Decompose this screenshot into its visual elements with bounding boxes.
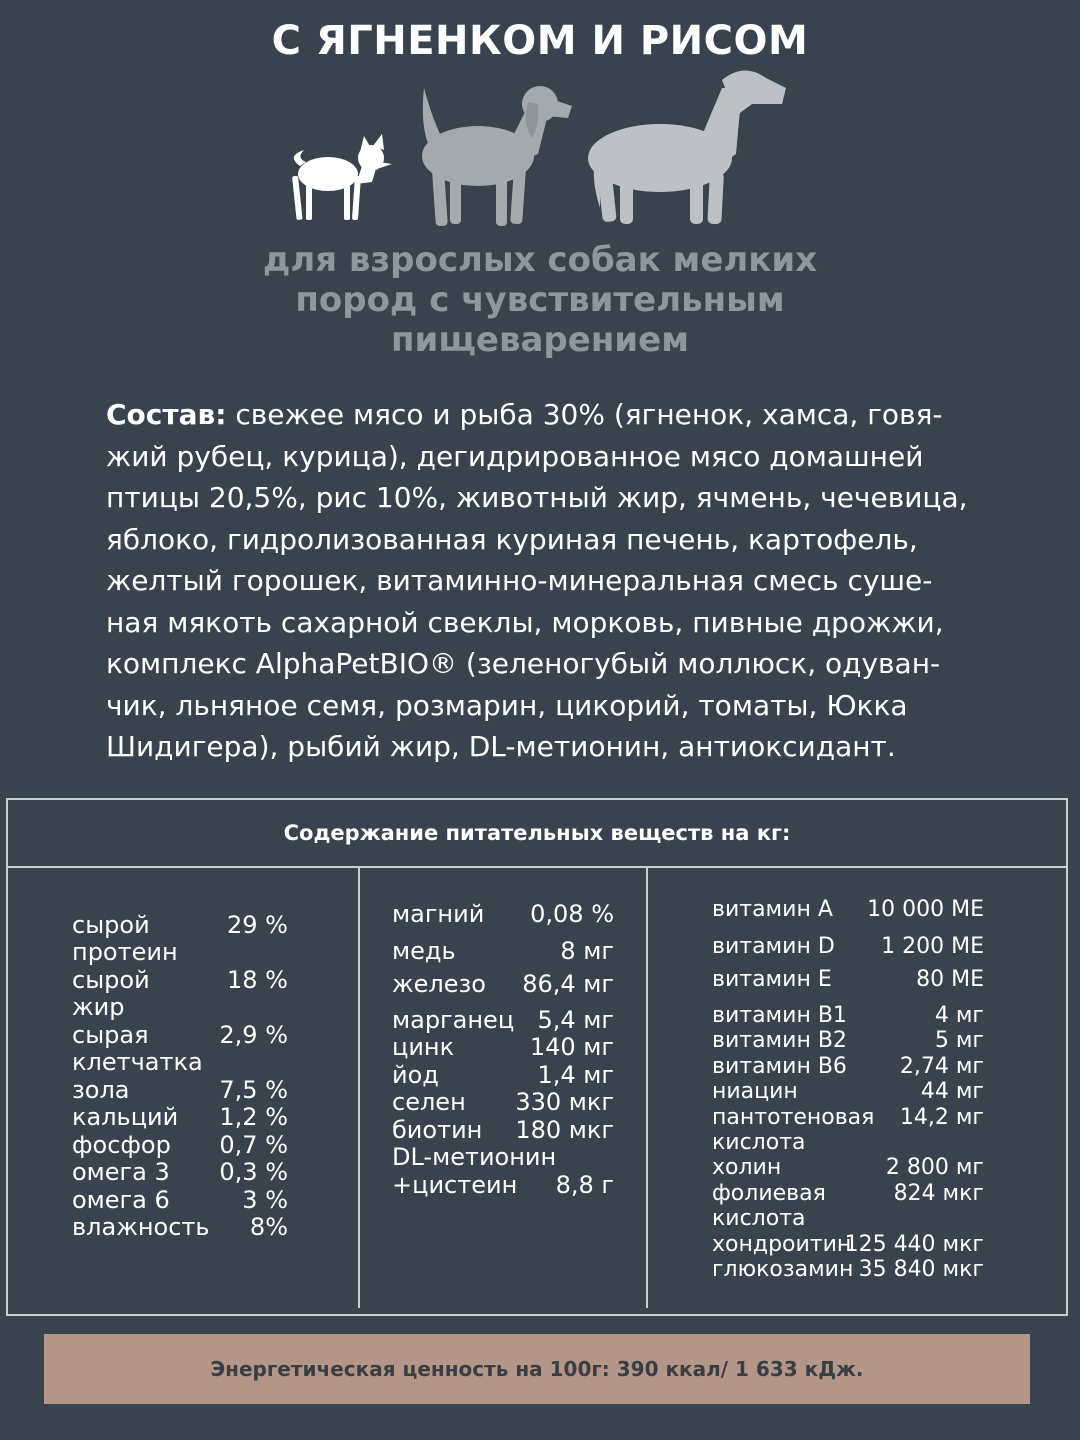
nutrient-name: кальций <box>72 1103 179 1131</box>
composition-text <box>106 394 986 768</box>
nutrient-value: 3 % <box>242 1186 288 1214</box>
composition-line: чик, льняное семя, розмарин, цикорий, томаты, Юкка <box>106 688 908 722</box>
small-dog-icon <box>292 134 392 220</box>
composition-line: птицы 20,5%, рис 10%, животный жир, ячмень, чечевица, <box>106 481 968 514</box>
nutrient-value: 4 мг <box>934 1003 984 1028</box>
medium-dog-icon <box>422 86 572 226</box>
nutrient-value: 0,08 % <box>530 900 614 928</box>
nutrient-value: 29 % <box>227 911 288 939</box>
nutrient-name: витамин А <box>712 897 833 922</box>
nutrient-value: 1,4 мг <box>537 1061 614 1089</box>
nutrient-value: 44 мг <box>920 1079 984 1104</box>
nutrient-value: 8% <box>249 1213 288 1241</box>
large-dog-icon <box>588 70 786 224</box>
composition-line: комплекс AlphaPetBIO® (зеленогубый моллюск, одуван- <box>106 647 941 680</box>
nutrient-name: биотин <box>392 1116 483 1144</box>
nutrient-value: 5,4 мг <box>537 1006 614 1034</box>
nutrient-name: железо <box>392 970 486 998</box>
nutrient-value: 2,9 % <box>219 1021 288 1049</box>
nutrient-value: 80 МЕ <box>916 967 984 992</box>
dog-size-illustration <box>0 58 1080 238</box>
nutrient-name: медь <box>392 937 456 965</box>
nutrient-value: 8 мг <box>560 937 614 965</box>
nutrient-value: 0,7 % <box>219 1131 288 1159</box>
nutrient-name: витамин D <box>712 934 835 959</box>
nutrient-value: 35 840 мкг <box>858 1257 984 1282</box>
nutrient-name: протеин <box>72 938 178 966</box>
nutrient-name: жир <box>72 993 125 1021</box>
nutrient-name: фолиевая <box>712 1181 826 1206</box>
composition-line <box>106 394 986 436</box>
nutrient-value: 824 мкг <box>893 1181 984 1206</box>
product-title: С ЯГНЕНКОМ И РИСОМ <box>271 18 809 64</box>
nutrient-value: 86,4 мг <box>522 970 614 998</box>
nutrient-name: цинк <box>392 1033 455 1061</box>
nutrient-name: кислота <box>712 1130 806 1155</box>
composition-line-text: свежее мясо и рыба 30% (ягненок, хамса, говя- <box>226 398 943 431</box>
composition-line: желтый горошек, витаминно-минеральная смесь суше- <box>106 564 933 597</box>
product-subtitle <box>0 240 1080 360</box>
nutrient-name: омега 3 <box>72 1158 170 1186</box>
nutrient-value: 2 800 мг <box>885 1155 984 1180</box>
nutrient-value: 2,74 мг <box>899 1054 984 1079</box>
nutrient-name: омега 6 <box>72 1186 170 1214</box>
nutrient-value: 7,5 % <box>219 1076 288 1104</box>
composition-line: Шидигера), рыбий жир, DL-метионин, антиоксидант. <box>106 730 896 763</box>
nutrient-value: 180 мкг <box>515 1116 614 1144</box>
nutrient-name: сырая <box>72 1021 149 1049</box>
nutrient-value: 330 мкг <box>515 1088 614 1116</box>
nutrient-name: магний <box>392 900 485 928</box>
nutrient-name: сырой <box>72 966 150 994</box>
nutrient-table-header: Содержание питательных веществ на кг: <box>8 800 1066 868</box>
nutrient-value: 14,2 мг <box>899 1105 984 1130</box>
nutrient-name: зола <box>72 1076 130 1104</box>
subtitle-line: для взрослых собак мелких <box>262 240 818 280</box>
nutrient-name: кислота <box>712 1206 806 1231</box>
nutrient-name: фосфор <box>72 1131 171 1159</box>
composition-label: Состав: <box>106 398 227 431</box>
nutrient-value: 8,8 г <box>555 1171 614 1199</box>
nutrient-value: 0,3 % <box>219 1158 288 1186</box>
nutrient-name: холин <box>712 1155 782 1180</box>
nutrient-name: витамин Е <box>712 967 832 992</box>
composition-line: жий рубец, курица), дегидрированное мясо домашней <box>106 439 924 473</box>
nutrient-name: хондроитин <box>712 1232 852 1257</box>
nutrient-value: 125 440 мкг <box>844 1232 984 1257</box>
nutrient-value: 18 % <box>227 966 288 994</box>
nutrient-value: 5 мг <box>934 1028 984 1053</box>
nutrient-name: влажность <box>72 1213 210 1241</box>
nutrient-name: йод <box>392 1061 439 1089</box>
column-divider <box>358 868 360 1308</box>
nutrient-name: марганец <box>392 1006 515 1034</box>
nutrient-value: 1 200 МЕ <box>881 934 984 959</box>
nutrient-name: селен <box>392 1088 466 1116</box>
nutrient-value: 10 000 МЕ <box>867 897 984 922</box>
nutrient-name: DL-метионин <box>392 1143 557 1171</box>
nutrient-name: клетчатка <box>72 1048 203 1076</box>
nutrient-value: 1,2 % <box>219 1103 288 1131</box>
nutrient-name: витамин В6 <box>712 1054 847 1079</box>
subtitle-line: пород с чувствительным <box>295 280 785 320</box>
nutrient-name: пантотеновая <box>712 1105 875 1130</box>
energy-value-banner: Энергетическая ценность на 100г: 390 ккал/ 1 633 кДж. <box>44 1334 1030 1404</box>
nutrient-name: +цистеин <box>392 1171 518 1199</box>
nutrient-name: витамин В2 <box>712 1028 847 1053</box>
nutrient-name: витамин В1 <box>712 1003 847 1028</box>
nutrient-value: 140 мг <box>529 1033 614 1061</box>
composition-line: ная мякоть сахарной свеклы, морковь, пивные дрожжи, <box>106 605 944 639</box>
column-divider <box>646 868 648 1308</box>
nutrient-name: глюкозамин <box>712 1257 854 1282</box>
nutrient-name: сырой <box>72 911 150 939</box>
nutrient-name: ниацин <box>712 1079 798 1104</box>
subtitle-line: пищеварением <box>391 320 689 360</box>
composition-line: яблоко, гидролизованная куриная печень, картофель, <box>106 522 918 556</box>
